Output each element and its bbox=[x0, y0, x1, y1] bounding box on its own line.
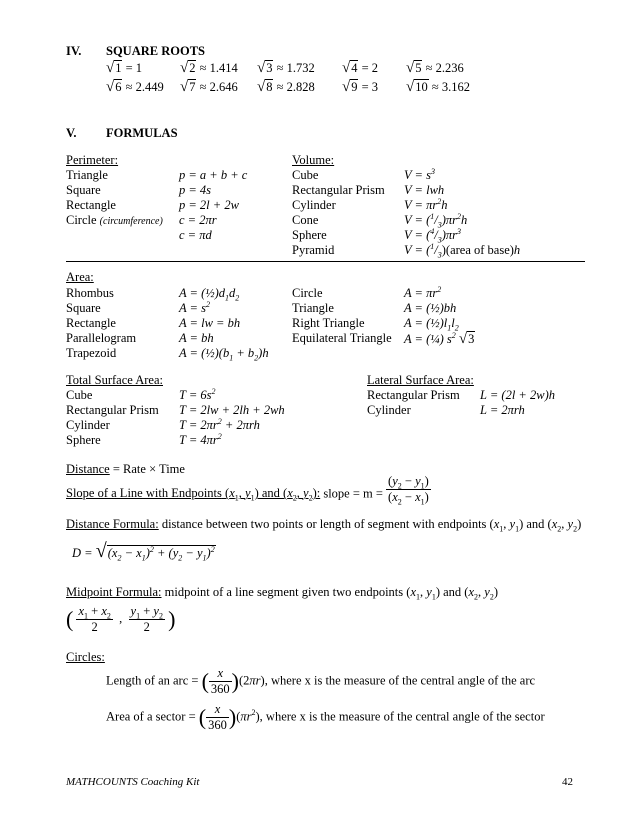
circumference-note: (circumference) bbox=[99, 216, 163, 227]
page-number: 42 bbox=[562, 776, 573, 788]
sqrt-10-value: ≈ 3.162 bbox=[431, 80, 470, 94]
tsa-cylinder-label: Cylinder bbox=[66, 418, 110, 432]
volume-cone-formula: $V = (^1/_3)\pi r^2h$ bbox=[404, 211, 468, 230]
tsa-heading: Total Surface Area: bbox=[66, 373, 163, 387]
area-square-formula: $A = s^2$ bbox=[179, 299, 210, 315]
circles-heading: Circles: bbox=[66, 650, 105, 664]
area-square-label: Square bbox=[66, 301, 101, 315]
area-trapezoid-label: Trapezoid bbox=[66, 346, 117, 360]
area-circle-formula: $A = \pi r^2$ bbox=[404, 284, 442, 300]
sector-area-formula: Area of a sector = ( $\frac{x}{360}$ )$(\pi r^2)$, where x is the measure of the central angle of the sector bbox=[106, 702, 545, 732]
distance-rate-time: Distance = Rate × Time bbox=[66, 462, 185, 476]
tsa-sphere-formula: $T = 4\pi r^2$ bbox=[179, 431, 222, 447]
footer-title: MATHCOUNTS Coaching Kit bbox=[66, 776, 200, 788]
volume-rect-prism-formula: V = lwh bbox=[404, 183, 445, 197]
area-parallelogram-formula: A = bh bbox=[179, 331, 214, 345]
area-rectangle-label: Rectangle bbox=[66, 316, 116, 330]
sqrt-8-value: ≈ 2.828 bbox=[276, 80, 315, 94]
section-iv-title: SQUARE ROOTS bbox=[106, 44, 205, 58]
volume-sphere-formula: $V = (^4/_3)\pi r^3$ bbox=[404, 226, 462, 245]
section-v-title: FORMULAS bbox=[106, 126, 178, 140]
perimeter-circle-formula-2: c = πd bbox=[179, 228, 212, 242]
volume-cube-formula: $V = s^3$ bbox=[404, 166, 435, 182]
area-right-triangle-label: Right Triangle bbox=[292, 316, 365, 330]
perimeter-rectangle-label: Rectangle bbox=[66, 198, 116, 212]
area-circle-label: Circle bbox=[292, 286, 323, 300]
sqrt-4-value: = 2 bbox=[361, 61, 379, 75]
volume-heading: Volume: bbox=[292, 153, 335, 167]
sqrt-4-radicand: 4 bbox=[351, 61, 358, 75]
sqrt-9-radicand: 9 bbox=[351, 80, 358, 94]
tsa-cylinder-formula: $T = 2\pi r^2 + 2\pi rh$ bbox=[179, 416, 260, 432]
volume-pyramid-formula: $V = (^1/_3)(area$ of base)h bbox=[404, 241, 521, 260]
volume-rect-prism-label: Rectangular Prism bbox=[292, 183, 385, 197]
lsa-heading: Lateral Surface Area: bbox=[367, 373, 474, 387]
volume-pyramid-label: Pyramid bbox=[292, 243, 335, 257]
volume-cone-label: Cone bbox=[292, 213, 319, 227]
area-triangle-label: Triangle bbox=[292, 301, 334, 315]
sqrt-2-radicand: 2 bbox=[189, 61, 196, 75]
area-heading: Area: bbox=[66, 270, 94, 284]
volume-cube-label: Cube bbox=[292, 168, 319, 182]
perimeter-circle-label: Circle (circumference) bbox=[66, 213, 163, 227]
tsa-rect-prism-label: Rectangular Prism bbox=[66, 403, 159, 417]
lsa-cylinder-formula: L = 2πrh bbox=[480, 403, 525, 417]
perimeter-square-label: Square bbox=[66, 183, 101, 197]
sqrt-6-radicand: 6 bbox=[115, 80, 122, 94]
sqrt-10-radicand: 10 bbox=[415, 80, 428, 94]
perimeter-triangle-label: Triangle bbox=[66, 168, 108, 182]
sqrt-6-value: ≈ 2.449 bbox=[125, 80, 164, 94]
sqrt-8-radicand: 8 bbox=[266, 80, 273, 94]
area-equilateral-formula: A = (¼) $s^2$ √3 bbox=[404, 330, 475, 347]
sqrt-3-value: ≈ 1.732 bbox=[276, 61, 315, 75]
distance-formula-description: Distance Formula: distance between two points or length of segment with endpoints ($x_1$, $y_1$) and ($x_2$, $y_2$) bbox=[66, 517, 582, 534]
perimeter-square-formula: p = 4s bbox=[179, 183, 212, 197]
perimeter-triangle-formula: p = a + b + c bbox=[179, 168, 248, 182]
sqrt-9-value: = 3 bbox=[361, 80, 379, 94]
tsa-cube-formula: $T = 6s^2$ bbox=[179, 386, 216, 402]
distance-formula-equation: $D = √(x_2 - x_1)^2 + (y_2 - y_1)^2$ bbox=[72, 540, 215, 563]
slope-formula: Slope of a Line with Endpoints ($x_1$, $y_1$) and ($x_2$, $y_2$): slope = m = $\frac{(y_2 - y_1)}{(x_2 - x_1)}$ bbox=[66, 474, 429, 507]
area-trapezoid-formula: $A = (\frac{1}{2})(b_1 + b_2)h$ bbox=[179, 346, 269, 363]
arc-length-formula: Length of an arc = ( $\frac{x}{360}$ )(2πr), where x is the measure of the central angle of the arc bbox=[106, 666, 536, 696]
tsa-sphere-label: Sphere bbox=[66, 433, 101, 447]
area-rectangle-formula: A = lw = bh bbox=[179, 316, 241, 330]
area-right-triangle-formula: $A = (\frac{1}{2})l_1l_2$ bbox=[404, 316, 459, 333]
volume-cylinder-formula: $V = \pi r^2h$ bbox=[404, 196, 448, 212]
sqrt-5-value: ≈ 2.236 bbox=[425, 61, 464, 75]
lsa-rect-prism-formula: L = (2l + 2w)h bbox=[480, 388, 555, 402]
lsa-cylinder-label: Cylinder bbox=[367, 403, 411, 417]
volume-cylinder-label: Cylinder bbox=[292, 198, 336, 212]
tsa-rect-prism-formula: T = 2lw + 2lh + 2wh bbox=[179, 403, 285, 417]
sqrt-1-radicand: 1 bbox=[115, 61, 122, 75]
volume-sphere-label: Sphere bbox=[292, 228, 327, 242]
sqrt-3-radicand: 3 bbox=[266, 61, 273, 75]
perimeter-heading: Perimeter: bbox=[66, 153, 119, 167]
sqrt-7-radicand: 7 bbox=[189, 80, 196, 94]
section-iv-numeral: IV. bbox=[66, 44, 82, 58]
area-equilateral-label: Equilateral Triangle bbox=[292, 331, 392, 345]
midpoint-formula-description: Midpoint Formula: midpoint of a line segment given two endpoints ($x_1$, $y_1$) and ($x_2$, $y_2$) bbox=[66, 585, 498, 602]
sqrt-5-radicand: 5 bbox=[415, 61, 422, 75]
area-rhombus-formula: $A = (\frac{1}{2})d_1d_2$ bbox=[179, 286, 240, 303]
sqrt-1-value: = 1 bbox=[125, 61, 143, 75]
area-rhombus-label: Rhombus bbox=[66, 286, 114, 300]
perimeter-circle-formula-1: c = 2πr bbox=[179, 213, 217, 227]
midpoint-formula-equation: ( $\frac{x_1 + x_2}{2}$ , $\frac{y_1 + y_2}{2}$ ) bbox=[66, 604, 176, 634]
sqrt-2-value: ≈ 1.414 bbox=[199, 61, 238, 75]
perimeter-rectangle-formula: p = 2l + 2w bbox=[179, 198, 239, 212]
divider-line bbox=[66, 261, 585, 262]
sqrt-7-value: ≈ 2.646 bbox=[199, 80, 238, 94]
lsa-rect-prism-label: Rectangular Prism bbox=[367, 388, 460, 402]
area-parallelogram-label: Parallelogram bbox=[66, 331, 137, 345]
section-v-numeral: V. bbox=[66, 126, 77, 140]
area-triangle-formula: A = (½)bh bbox=[404, 301, 457, 315]
tsa-cube-label: Cube bbox=[66, 388, 93, 402]
